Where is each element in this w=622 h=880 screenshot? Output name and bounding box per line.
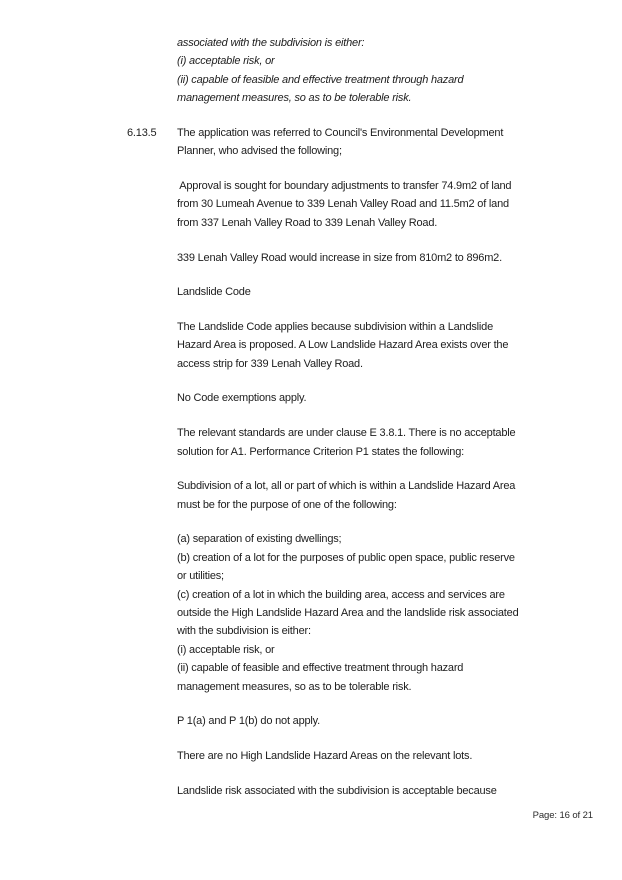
- text-line: Subdivision of a lot, all or part of which is within a Landslide Hazard Area: [177, 480, 516, 493]
- paragraph: [127, 424, 597, 461]
- document-content: [127, 34, 597, 800]
- text-line: (a) separation of existing dwellings;: [177, 533, 342, 546]
- text-line: management measures, so as to be tolerable risk.: [177, 680, 412, 693]
- text-line: must be for the purpose of one of the following:: [177, 498, 397, 511]
- text-line: Planner, who advised the following;: [177, 145, 342, 158]
- text-line: (b) creation of a lot for the purposes of public open space, public reserve: [177, 551, 515, 564]
- text-line: The Landslide Code applies because subdivision within a Landslide: [177, 320, 493, 333]
- section-number: 6.13.5: [127, 126, 157, 139]
- text-line: or utilities;: [177, 570, 224, 583]
- text-line: Landslide Code: [177, 286, 251, 299]
- paragraph: [127, 283, 597, 301]
- text-line: There are no High Landslide Hazard Areas on the relevant lots.: [177, 750, 473, 763]
- text-line: access strip for 339 Lenah Valley Road.: [177, 357, 363, 370]
- paragraph: [127, 124, 597, 161]
- paragraph: [127, 177, 597, 232]
- paragraph: [127, 389, 597, 407]
- text-line: Approval is sought for boundary adjustments to transfer 74.9m2 of land: [177, 180, 512, 193]
- text-line: Hazard Area is proposed. A Low Landslide Hazard Area exists over the: [177, 339, 509, 352]
- text-line: associated with the subdivision is either:: [177, 37, 365, 49]
- text-line: with the subdivision is either:: [177, 625, 311, 638]
- paragraph: [127, 477, 597, 514]
- paragraph: [127, 712, 597, 730]
- text-line: from 30 Lumeah Avenue to 339 Lenah Valley Road and 11.5m2 of land: [177, 198, 509, 211]
- paragraph: [127, 530, 597, 696]
- paragraph: [127, 318, 597, 373]
- text-line: (ii) capable of feasible and effective treatment through hazard: [177, 662, 464, 675]
- text-line: The relevant standards are under clause E 3.8.1. There is no acceptable: [177, 427, 516, 440]
- text-line: solution for A1. Performance Criterion P1 states the following:: [177, 445, 464, 458]
- paragraph: [127, 747, 597, 765]
- paragraph: [127, 34, 597, 108]
- page-number-footer: Page: 16 of 21: [532, 810, 593, 821]
- text-line: The application was referred to Council's Environmental Development: [177, 126, 504, 139]
- text-line: (ii) capable of feasible and effective treatment through hazard: [177, 73, 464, 86]
- text-line: management measures, so as to be tolerable risk.: [177, 92, 412, 105]
- text-line: Landslide risk associated with the subdivision is acceptable because: [177, 784, 497, 797]
- text-line: 339 Lenah Valley Road would increase in size from 810m2 to 896m2.: [177, 251, 502, 264]
- text-line: (c) creation of a lot in which the building area, access and services are: [177, 588, 505, 601]
- text-line: No Code exemptions apply.: [177, 392, 307, 405]
- text-line: (i) acceptable risk, or: [177, 643, 275, 656]
- paragraph: [127, 249, 597, 267]
- text-line: (i) acceptable risk, or: [177, 55, 275, 68]
- text-line: from 337 Lenah Valley Road to 339 Lenah Valley Road.: [177, 216, 438, 229]
- paragraph: [127, 782, 597, 800]
- text-line: P 1(a) and P 1(b) do not apply.: [177, 715, 321, 728]
- text-line: outside the High Landslide Hazard Area and the landslide risk associated: [177, 607, 519, 620]
